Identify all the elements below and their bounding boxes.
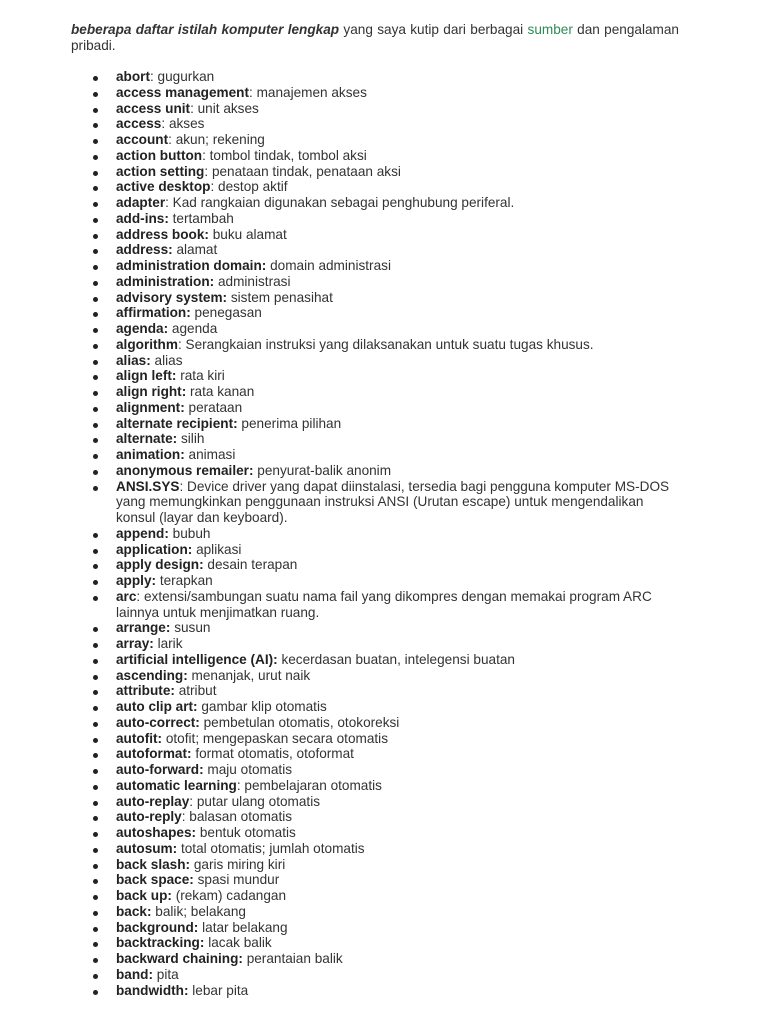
entry-term: apply: (116, 573, 157, 588)
entry-definition: total otomatis; jumlah otomatis (180, 840, 365, 856)
bullet-icon (93, 423, 98, 428)
entry-term: append: (116, 525, 169, 541)
bullet-icon (93, 533, 98, 538)
bullet-icon (93, 360, 98, 365)
glossary-entry (0, 731, 768, 747)
bullet-icon (93, 627, 98, 632)
entry-definition: aplikasi (196, 541, 242, 557)
glossary-entry (0, 573, 768, 589)
bullet-icon (93, 171, 98, 176)
entry-definition: latar belakang (202, 919, 288, 935)
entry-term: ANSI.SYS (116, 478, 180, 494)
entry-term: alternate recipient: (116, 415, 238, 431)
entry-definition: bubuh (172, 525, 211, 541)
bullet-icon (93, 801, 98, 806)
entry-separator: : (177, 336, 186, 352)
entry-definition: desain terapan (207, 557, 298, 573)
bullet-icon (93, 155, 98, 160)
entry-definition: pita (156, 966, 179, 982)
glossary-entry (0, 69, 768, 85)
entry-term: alternate: (116, 431, 178, 447)
entry-definition: maju otomatis (207, 762, 293, 777)
entry-definition: administrasi (217, 273, 291, 289)
entry-term: back up: (116, 888, 172, 903)
glossary-entry (0, 872, 768, 888)
glossary-entry (0, 841, 768, 857)
entry-definition: extensi/sambungan suatu nama fail yang dikompres dengan memakai program ARC lainnya untuk menjimatkan ruang. (116, 588, 652, 620)
entry-term: address book: (116, 226, 209, 242)
entry-term: administration: (116, 273, 215, 289)
bullet-icon (93, 454, 98, 459)
glossary-entry (0, 479, 768, 526)
glossary-entry (0, 179, 768, 195)
entry-definition: kecerdasan buatan, intelegensi buatan (281, 651, 515, 667)
bullet-icon (93, 927, 98, 932)
glossary-entry (0, 353, 768, 369)
entry-term: back slash: (116, 856, 191, 872)
entry-term: access management (116, 84, 249, 100)
bullet-icon (93, 753, 98, 758)
entry-definition: silih (180, 431, 205, 447)
glossary-entry (0, 857, 768, 873)
bullet-icon (93, 139, 98, 144)
glossary-entry (0, 526, 768, 542)
entry-term: attribute: (116, 683, 175, 699)
intro-text: yang saya kutip dari berbagai (339, 22, 528, 37)
entry-definition: otofit; mengepaskan secara otomatis (165, 730, 388, 746)
entry-term: alignment: (116, 399, 185, 415)
entry-term: animation: (116, 447, 185, 462)
entry-definition: Serangkaian instruksi yang dilaksanakan untuk suatu tugas khusus. (185, 336, 594, 352)
entry-term: back space: (116, 872, 194, 888)
glossary-entry (0, 463, 768, 479)
glossary-entry (0, 431, 768, 447)
glossary-entry (0, 337, 768, 353)
entry-term: auto-replay (116, 793, 190, 809)
entry-term: adapter (116, 195, 166, 210)
bullet-icon (93, 911, 98, 916)
entry-definition: susun (174, 620, 211, 636)
entry-definition: animasi (188, 447, 236, 462)
entry-separator: : (210, 179, 219, 195)
bullet-icon (93, 564, 98, 569)
bullet-icon (93, 202, 98, 207)
glossary-entry (0, 321, 768, 337)
glossary-entry (0, 116, 768, 132)
glossary-entry (0, 762, 768, 778)
entry-term: arc (116, 588, 137, 604)
entry-definition: tertambah (172, 210, 234, 226)
entry-separator: : (149, 69, 158, 84)
bullet-icon (93, 659, 98, 664)
glossary-entry (0, 652, 768, 668)
bullet-icon (93, 328, 98, 333)
glossary-entry (0, 274, 768, 290)
entry-definition: rata kanan (190, 384, 255, 399)
entry-definition: garis miring kiri (193, 856, 286, 872)
entry-definition: pembetulan otomatis, otokoreksi (203, 714, 400, 730)
entry-term: administration domain: (116, 258, 267, 273)
entry-definition: lacak balik (208, 935, 272, 951)
glossary-entry (0, 715, 768, 731)
bullet-icon (93, 879, 98, 884)
entry-term: auto-correct: (116, 714, 200, 730)
entry-term: algorithm (116, 336, 178, 352)
entry-term: action button (116, 147, 203, 163)
entry-term: add-ins: (116, 210, 169, 226)
glossary-entry (0, 888, 768, 904)
entry-separator: : (168, 132, 176, 147)
glossary-entry (0, 400, 768, 416)
bullet-icon (93, 265, 98, 270)
entry-definition: format otomatis, otoformat (195, 746, 354, 762)
entry-term: background: (116, 919, 199, 935)
entry-definition: menanjak, urut naik (191, 667, 311, 683)
glossary-entry (0, 935, 768, 951)
entry-term: apply design: (116, 557, 204, 573)
entry-definition: putar ulang otomatis (196, 793, 321, 809)
entry-definition: unit akses (197, 100, 259, 116)
entry-term: bandwidth: (116, 982, 189, 998)
entry-definition: gambar klip otomatis (201, 699, 327, 714)
entry-term: affirmation: (116, 305, 191, 321)
glossary-entry (0, 101, 768, 117)
bullet-icon (93, 690, 98, 695)
bullet-icon (93, 76, 98, 81)
entry-definition: sistem penasihat (230, 289, 333, 305)
bullet-icon (93, 92, 98, 97)
entry-definition: perantaian balik (246, 951, 343, 966)
glossary-entry (0, 668, 768, 684)
entry-definition: spasi mundur (197, 872, 280, 888)
bullet-icon (93, 470, 98, 475)
entry-term: ascending: (116, 667, 188, 683)
bullet-icon (93, 643, 98, 648)
bullet-icon (93, 596, 98, 601)
glossary-entry (0, 557, 768, 573)
entry-definition: perataan (188, 399, 243, 415)
glossary-entry (0, 825, 768, 841)
bullet-icon (93, 848, 98, 853)
entry-separator: : (161, 116, 169, 132)
bullet-icon (93, 942, 98, 947)
glossary-entry (0, 983, 768, 999)
intro-text-end: dan pengalaman pribadi. (71, 22, 679, 53)
entry-definition: agenda (171, 321, 218, 336)
bullet-icon (93, 312, 98, 317)
entry-term: action setting (116, 163, 205, 179)
bullet-icon (93, 738, 98, 743)
entry-definition: tombol tindak, tombol aksi (209, 147, 367, 163)
bullet-icon (93, 769, 98, 774)
bullet-icon (93, 249, 98, 254)
bullet-icon (93, 375, 98, 380)
bullet-icon (93, 407, 98, 412)
entry-term: array: (116, 636, 154, 651)
glossary-list (0, 69, 768, 998)
entry-definition: gugurkan (157, 69, 215, 84)
entry-term: agenda: (116, 321, 169, 336)
entry-term: auto-reply (116, 809, 182, 825)
entry-separator: : (165, 195, 173, 210)
entry-term: account (116, 132, 169, 147)
entry-term: align right: (116, 384, 187, 399)
entry-definition: akses (168, 116, 205, 132)
glossary-entry (0, 258, 768, 274)
glossary-entry (0, 809, 768, 825)
entry-term: advisory system: (116, 289, 228, 305)
bullet-icon (93, 816, 98, 821)
bullet-icon (93, 391, 98, 396)
glossary-entry (0, 227, 768, 243)
glossary-entry (0, 305, 768, 321)
source-link[interactable]: sumber (527, 22, 573, 37)
entry-term: arrange: (116, 620, 171, 636)
entry-definition: (rekam) cadangan (175, 888, 287, 903)
entry-definition: lebar pita (192, 982, 249, 998)
glossary-entry (0, 148, 768, 164)
bullet-icon (93, 123, 98, 128)
entry-definition: akun; rekening (175, 132, 265, 147)
entry-definition: pembelajaran otomatis (244, 777, 382, 793)
bullet-icon (93, 675, 98, 680)
bullet-icon (93, 108, 98, 113)
entry-definition: bentuk otomatis (199, 825, 296, 840)
entry-definition: penegasan (194, 305, 262, 321)
entry-definition: alias (154, 352, 183, 368)
entry-term: align left: (116, 368, 177, 384)
glossary-entry (0, 904, 768, 920)
entry-separator: : (249, 84, 257, 100)
bullet-icon (93, 706, 98, 711)
intro-lead: beberapa daftar istilah komputer lengkap (71, 22, 340, 37)
glossary-entry (0, 620, 768, 636)
entry-definition: destop aktif (218, 179, 288, 195)
entry-separator: : (202, 147, 210, 163)
entry-term: artificial intelligence (AI): (116, 651, 278, 667)
bullet-icon (93, 580, 98, 585)
glossary-entry (0, 290, 768, 306)
bullet-icon (93, 958, 98, 963)
glossary-entry (0, 746, 768, 762)
glossary-entry (0, 195, 768, 211)
glossary-entry (0, 85, 768, 101)
entry-term: address: (116, 242, 173, 258)
bullet-icon (93, 974, 98, 979)
entry-term: application: (116, 541, 193, 557)
bullet-icon (93, 438, 98, 443)
glossary-entry (0, 164, 768, 180)
entry-term: band: (116, 966, 153, 982)
glossary-entry (0, 132, 768, 148)
glossary-entry (0, 794, 768, 810)
glossary-entry (0, 542, 768, 558)
entry-definition: atribut (178, 683, 217, 699)
glossary-entry (0, 416, 768, 432)
entry-term: backtracking: (116, 935, 205, 951)
glossary-entry (0, 920, 768, 936)
entry-definition: domain administrasi (270, 258, 391, 273)
entry-definition: manajemen akses (256, 84, 367, 100)
bullet-icon (93, 864, 98, 869)
entry-term: access unit (116, 100, 191, 116)
entry-term: autoshapes: (116, 825, 197, 840)
entry-definition: Kad rangkaian digunakan sebagai penghubung periferal. (172, 195, 515, 210)
entry-definition: larik (157, 636, 183, 651)
bullet-icon (93, 234, 98, 239)
entry-separator: : (189, 793, 197, 809)
bullet-icon (93, 297, 98, 302)
glossary-entry (0, 384, 768, 400)
glossary-entry (0, 967, 768, 983)
glossary-entry (0, 951, 768, 967)
glossary-entry (0, 368, 768, 384)
entry-term: back: (116, 903, 152, 919)
bullet-icon (93, 549, 98, 554)
entry-separator: : (204, 163, 212, 179)
glossary-entry (0, 778, 768, 794)
entry-term: autoformat: (116, 746, 192, 762)
bullet-icon (93, 281, 98, 286)
entry-term: backward chaining: (116, 951, 243, 966)
entry-term: auto clip art: (116, 699, 198, 714)
glossary-entry (0, 589, 768, 621)
entry-term: auto-forward: (116, 762, 204, 777)
entry-definition: balasan otomatis (189, 809, 293, 825)
entry-definition: penyurat-balik anonim (257, 462, 392, 478)
bullet-icon (93, 895, 98, 900)
entry-separator: : (179, 478, 188, 494)
entry-term: active desktop (116, 179, 211, 195)
bullet-icon (93, 218, 98, 223)
entry-term: autofit: (116, 730, 163, 746)
glossary-entry (0, 699, 768, 715)
entry-definition: terapkan (159, 573, 213, 588)
entry-separator: : (181, 809, 190, 825)
intro-paragraph (71, 22, 679, 54)
bullet-icon (93, 344, 98, 349)
bullet-icon (93, 486, 98, 491)
glossary-entry (0, 447, 768, 463)
entry-term: alias: (116, 352, 151, 368)
glossary-entry (0, 683, 768, 699)
entry-definition: penataan tindak, penataan aksi (211, 163, 401, 179)
glossary-entry (0, 636, 768, 652)
bullet-icon (93, 832, 98, 837)
entry-definition: buku alamat (212, 226, 287, 242)
entry-separator: : (236, 777, 245, 793)
entry-definition: Device driver yang dapat diinstalasi, tersedia bagi pengguna komputer MS-DOS yang memungkinkan penggunaan instruksi ANSI (Urutan escape) untuk mengendalikan konsul (layar dan keyboard). (116, 478, 670, 525)
entry-definition: balik; belakang (155, 903, 246, 919)
glossary-entry (0, 242, 768, 258)
entry-term: autosum: (116, 840, 178, 856)
glossary-entry (0, 211, 768, 227)
entry-definition: penerima pilihan (241, 415, 342, 431)
entry-term: abort (116, 69, 150, 84)
entry-separator: : (190, 100, 198, 116)
bullet-icon (93, 785, 98, 790)
entry-term: anonymous remailer: (116, 462, 254, 478)
bullet-icon (93, 186, 98, 191)
entry-separator: : (136, 588, 144, 604)
entry-definition: alamat (176, 242, 218, 258)
entry-term: automatic learning (116, 777, 237, 793)
entry-term: access (116, 116, 162, 132)
bullet-icon (93, 990, 98, 995)
entry-definition: rata kiri (180, 368, 225, 384)
bullet-icon (93, 722, 98, 727)
